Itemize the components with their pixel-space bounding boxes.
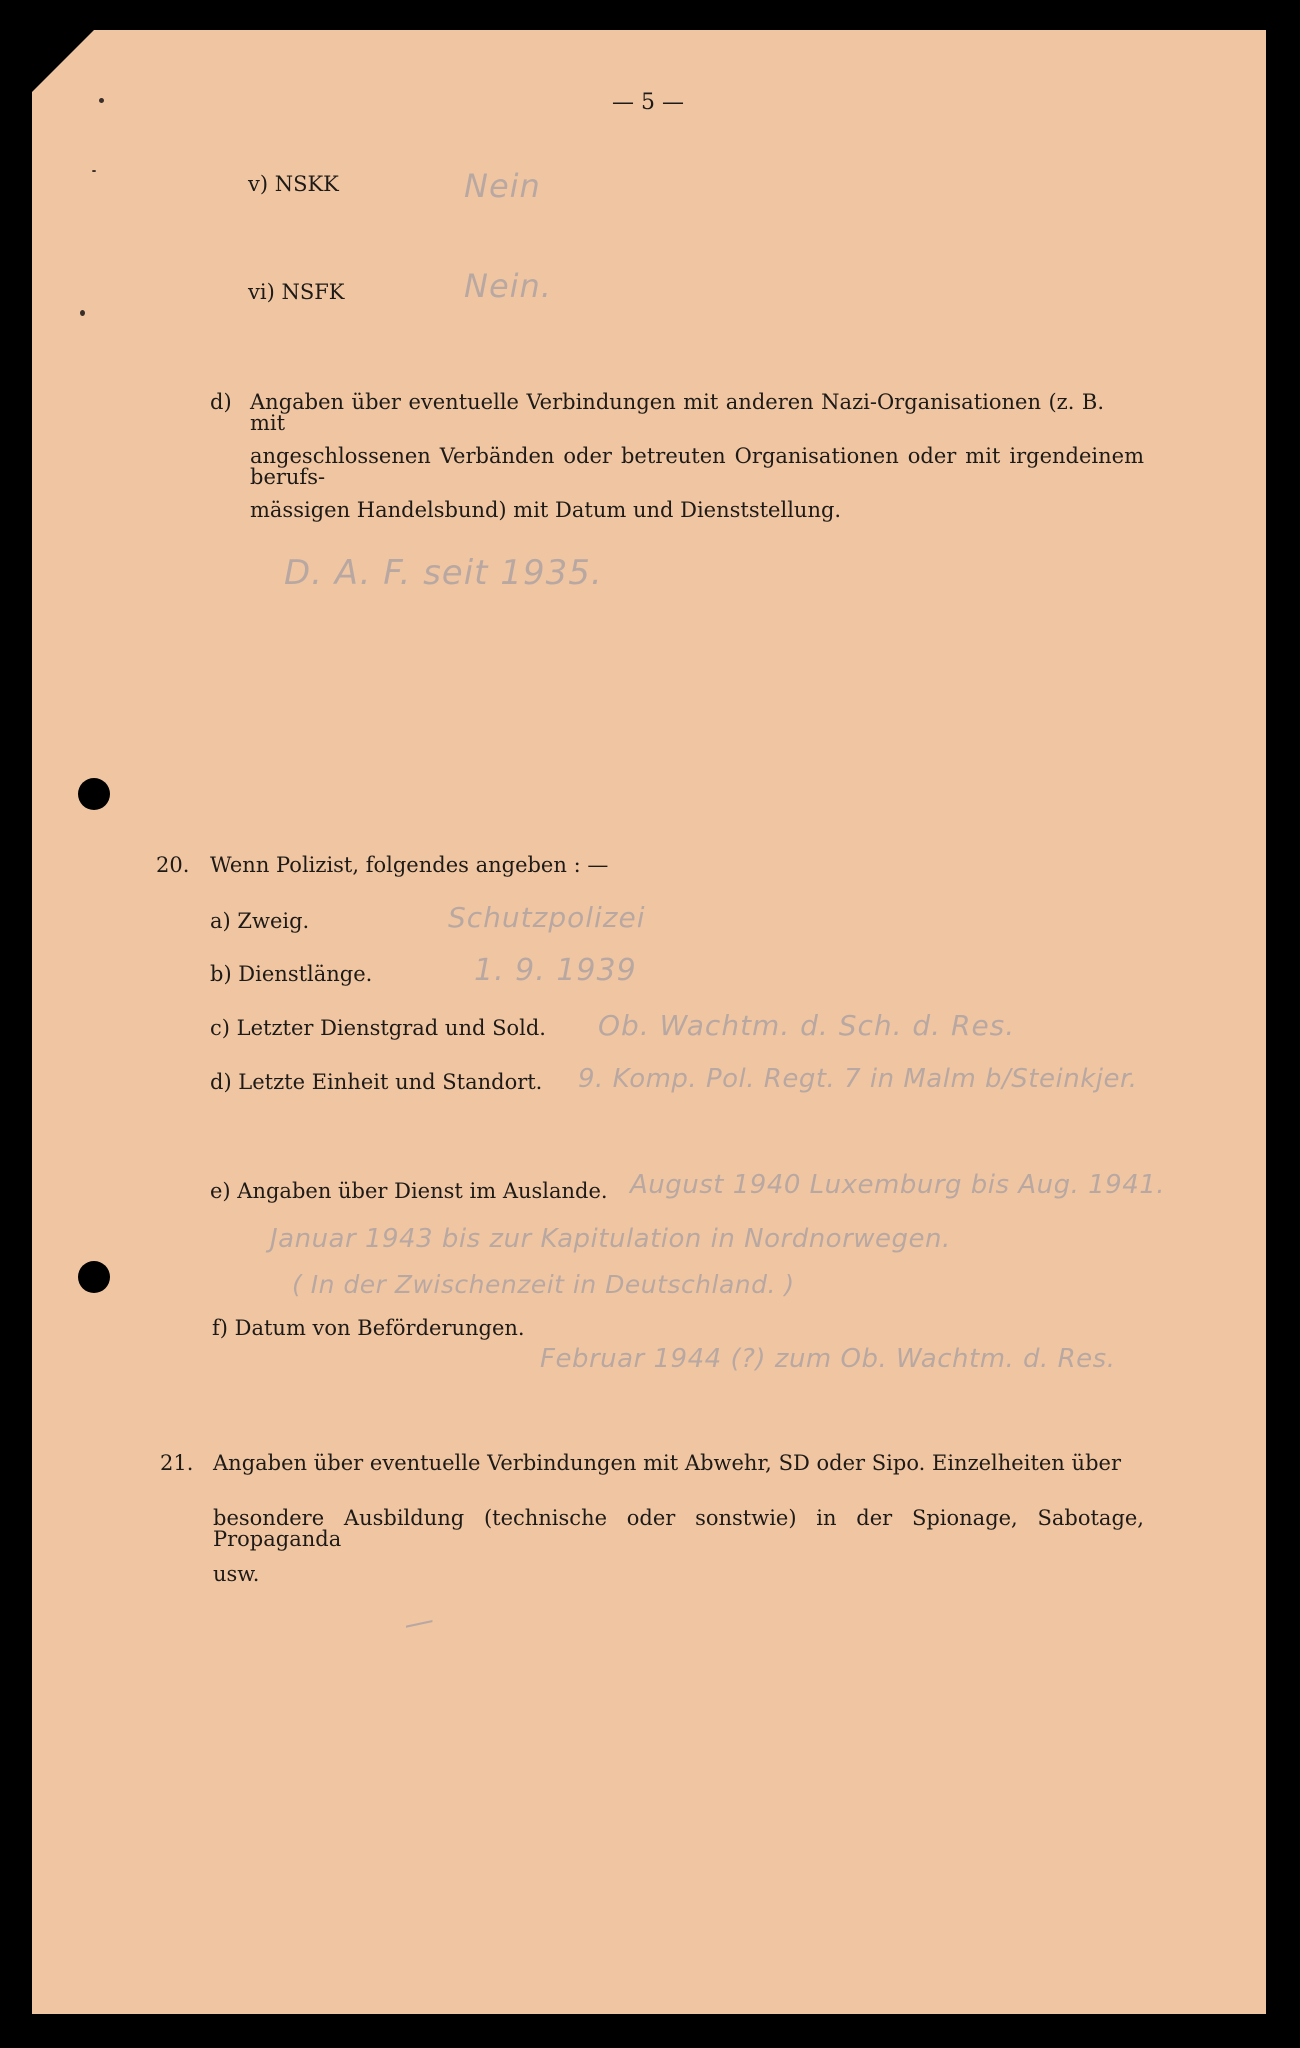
item-vi-answer: Nein. [464, 267, 552, 305]
item-d-line-1: Angaben über eventuelle Verbindungen mit anderen Nazi-Organisationen (z. B. mit [250, 390, 1104, 435]
q20-e-label: e) Angaben über Dienst im Auslande. [210, 1179, 608, 1203]
q20-c-answer: Ob. Wachtm. d. Sch. d. Res. [598, 1009, 1016, 1042]
q20-a-answer: Schutzpolizei [448, 901, 646, 934]
q20-b-label: b) Dienstlänge. [210, 962, 373, 986]
q20-e-answer-line-2: Januar 1943 bis zur Kapitulation in Nordnorwegen. [270, 1224, 951, 1254]
page-number: — 5 — [612, 90, 684, 115]
q20-a-label: a) Zweig. [210, 909, 310, 933]
item-vi-label: vi) NSFK [248, 280, 345, 304]
margin-speck [99, 98, 104, 103]
item-d-line-3: mässigen Handelsbund) mit Datum und Dienststellung. [250, 498, 842, 522]
q20-e-answer-line-1: August 1940 Luxemburg bis Aug. 1941. [630, 1170, 1166, 1200]
item-v-label: v) NSKK [248, 172, 339, 196]
q20-d-answer: 9. Komp. Pol. Regt. 7 in Malm b/Steinkjer. [578, 1064, 1138, 1094]
item-d-marker: d) [210, 390, 232, 414]
q21-answer: — [400, 1602, 439, 1643]
margin-speck [92, 170, 96, 172]
punch-hole-top [78, 778, 110, 810]
q20-b-answer: 1. 9. 1939 [474, 953, 637, 988]
q20-heading: Wenn Polizist, folgendes angeben : — [210, 853, 609, 877]
item-v-answer: Nein [464, 167, 541, 205]
punch-hole-bottom [78, 1261, 110, 1293]
q21-line-2: besondere Ausbildung (technische oder sonstwie) in der Spionage, Sabotage, Propaganda [213, 1506, 1144, 1551]
q20-e-answer-line-3: ( In der Zwischenzeit in Deutschland. ) [292, 1270, 795, 1299]
q20-f-label: f) Datum von Beförderungen. [212, 1316, 525, 1340]
q20-number: 20. [156, 853, 190, 877]
q21-line-1: Angaben über eventuelle Verbindungen mit Abwehr, SD oder Sipo. Einzelheiten über [213, 1451, 1121, 1475]
q21-number: 21. [160, 1451, 194, 1475]
item-d-line-2: angeschlossenen Verbänden oder betreuten Organisationen oder mit irgendeinem berufs- [250, 444, 1144, 489]
q21-line-3: usw. [213, 1562, 260, 1586]
q20-f-answer: Februar 1944 (?) zum Ob. Wachtm. d. Res. [540, 1344, 1116, 1374]
item-d-answer: D. A. F. seit 1935. [284, 553, 603, 593]
q20-d-label: d) Letzte Einheit und Standort. [210, 1070, 543, 1094]
margin-speck [80, 310, 85, 316]
q20-c-label: c) Letzter Dienstgrad und Sold. [210, 1016, 546, 1040]
